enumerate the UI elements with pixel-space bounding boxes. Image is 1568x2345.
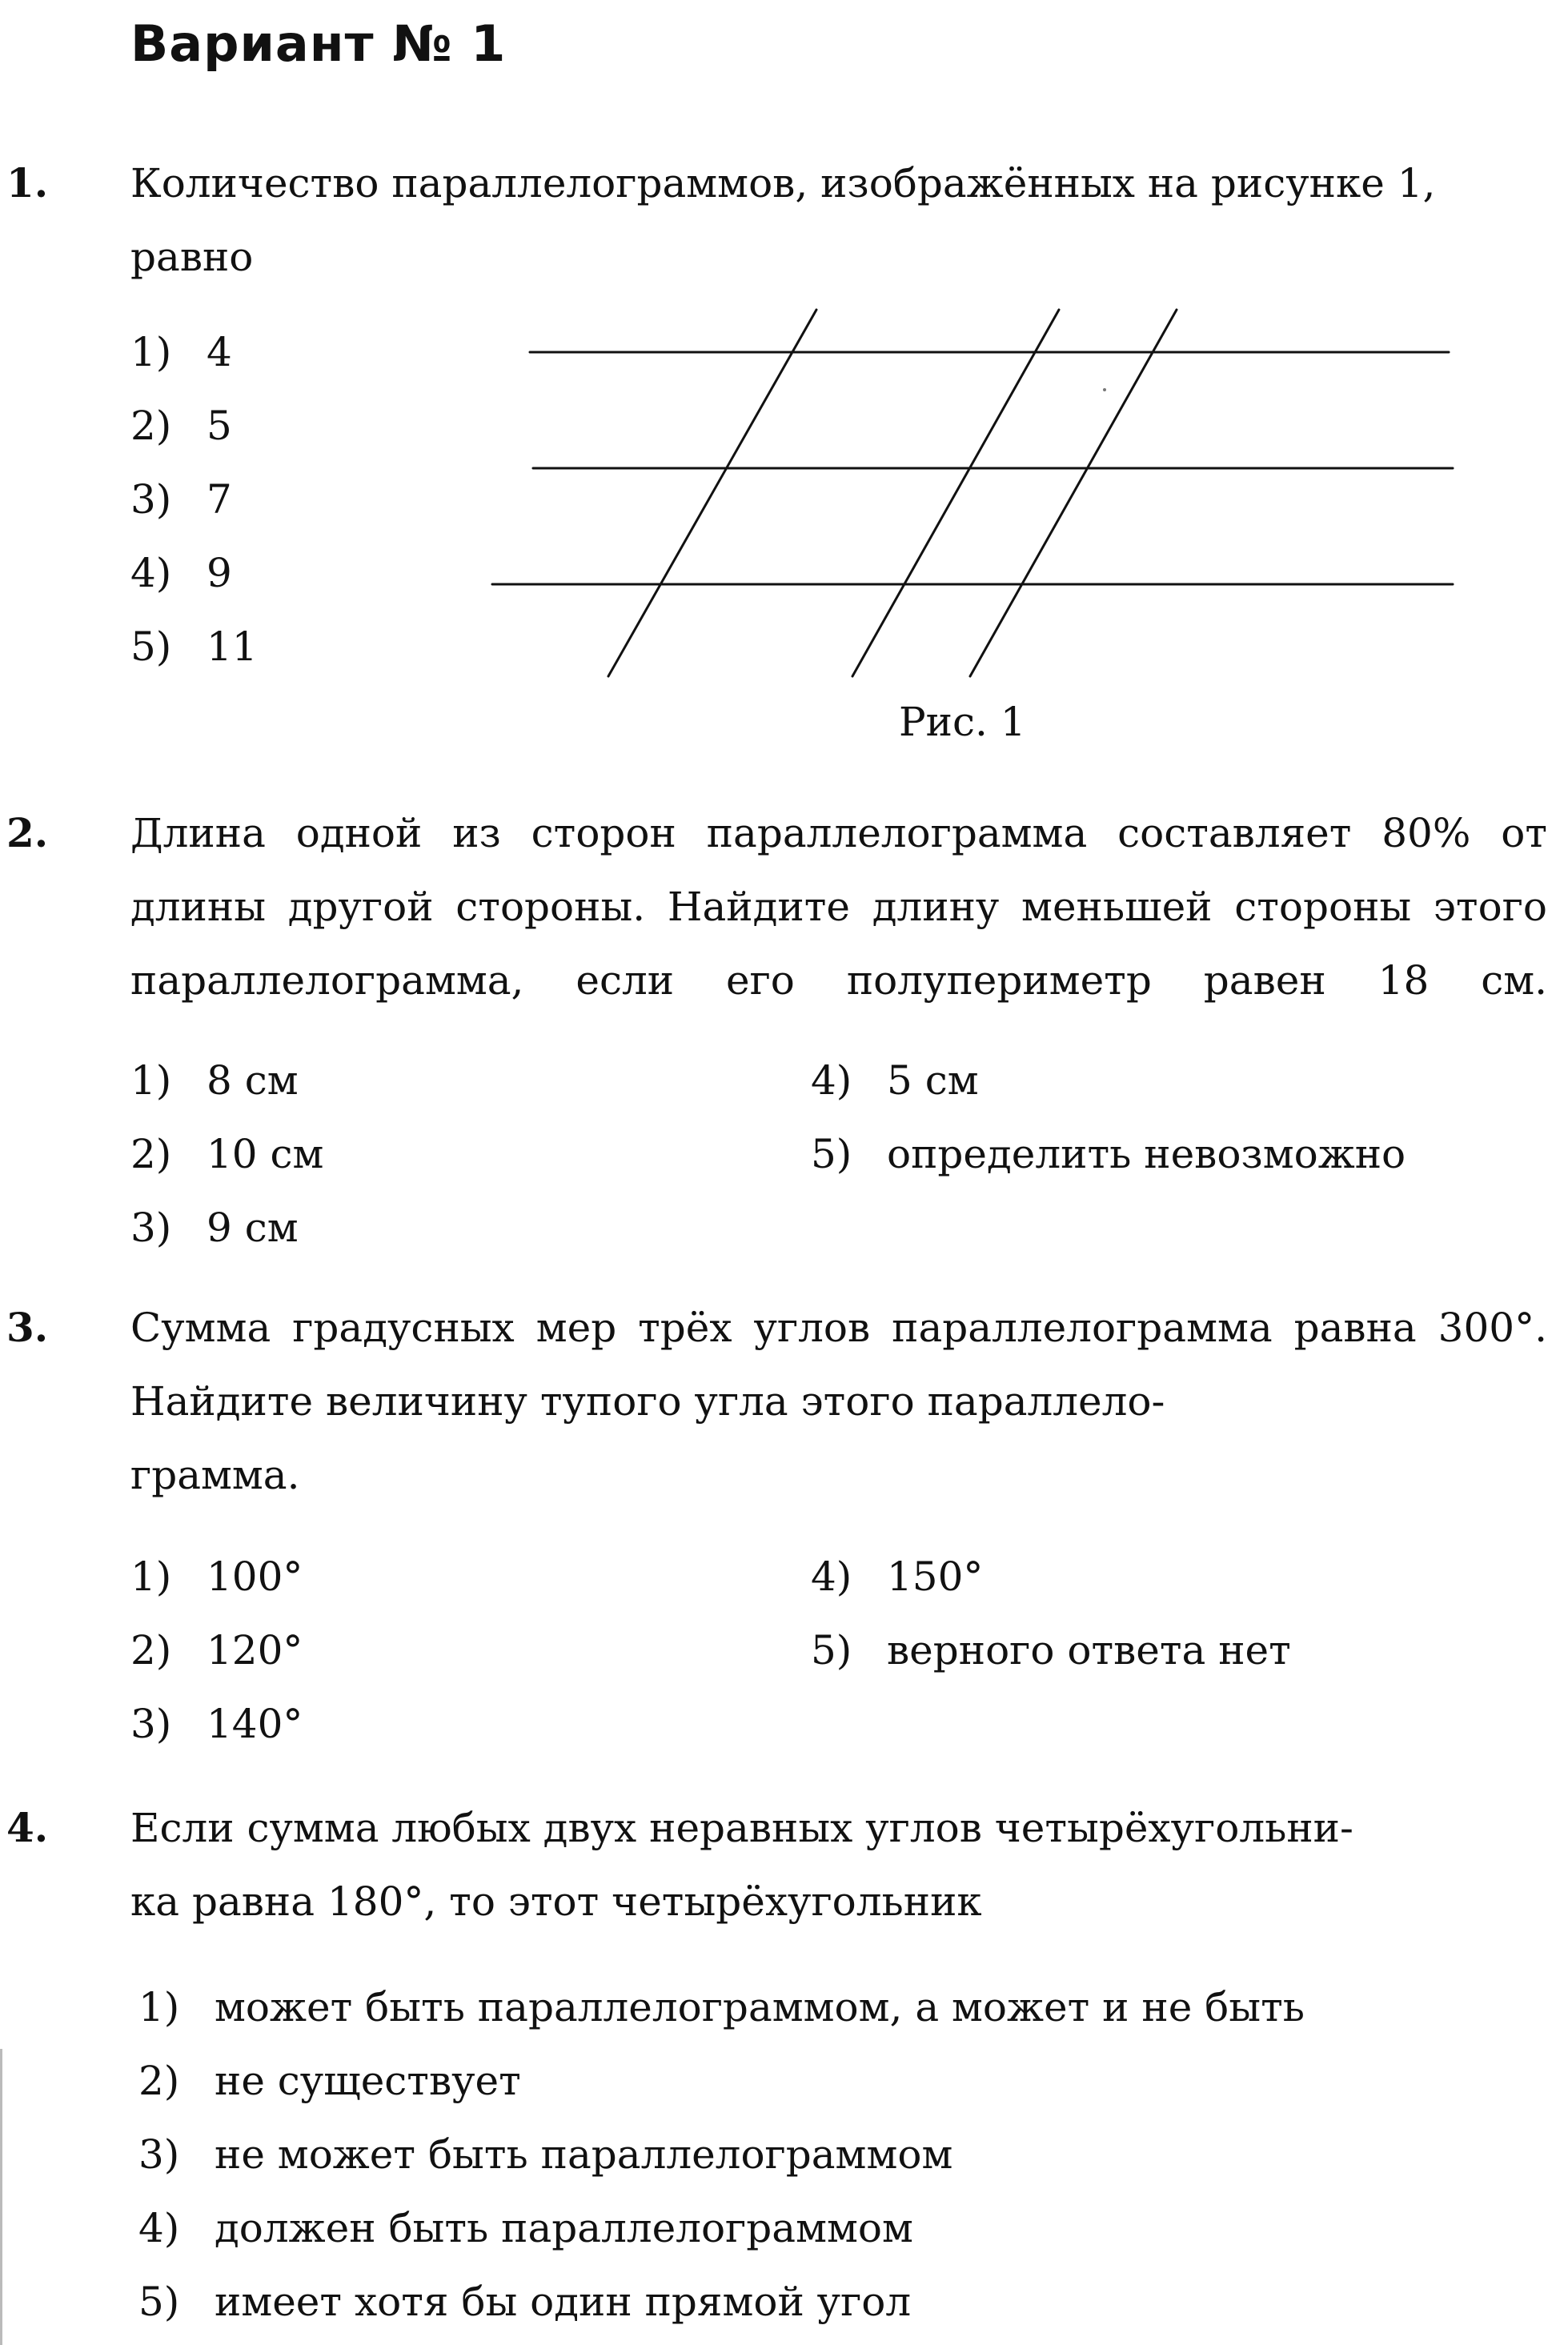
option-value: 150° bbox=[887, 1553, 984, 1600]
question-4-text-line: Если сумма любых двух неравных углов четырёхугольни- bbox=[130, 1805, 1353, 1851]
question-1-option-2[interactable] bbox=[130, 402, 232, 450]
option-number: 3) bbox=[130, 476, 172, 523]
option-value: 5 bbox=[207, 403, 232, 449]
option-number: 3) bbox=[130, 1205, 172, 1251]
option-number: 2) bbox=[130, 403, 172, 449]
question-4-text bbox=[130, 1791, 1547, 1938]
option-value: 100° bbox=[207, 1553, 303, 1600]
option-number: 3) bbox=[130, 1701, 172, 1747]
option-value: не существует bbox=[215, 2058, 521, 2104]
option-number: 2) bbox=[138, 2058, 180, 2104]
option-number: 5) bbox=[138, 2279, 180, 2325]
slanted-line-2 bbox=[852, 310, 1059, 676]
question-4-option-2[interactable] bbox=[138, 2057, 521, 2105]
question-3-text-lines: Сумма градусных мер трёх углов параллелограмма равна 300°. Найдите величину тупого угла этого параллело- bbox=[130, 1305, 1547, 1425]
option-value: 7 bbox=[207, 476, 232, 523]
option-number: 2) bbox=[130, 1131, 172, 1177]
option-number: 1) bbox=[130, 329, 172, 375]
question-3-option-3[interactable] bbox=[130, 1700, 303, 1748]
question-1-text-tail: равно bbox=[130, 234, 254, 280]
question-1-option-5[interactable] bbox=[130, 623, 258, 671]
option-number: 5) bbox=[130, 623, 172, 670]
option-number: 4) bbox=[811, 1057, 852, 1104]
question-3-option-4[interactable] bbox=[811, 1553, 983, 1601]
option-value: 11 bbox=[207, 623, 258, 670]
question-1-option-3[interactable] bbox=[130, 475, 232, 523]
question-4-text-tail: ка равна 180°, то этот четырёхугольник bbox=[130, 1878, 982, 1925]
scan-edge-mark bbox=[0, 2049, 2, 2345]
question-2-text: Длина одной из сторон параллелограмма составляет 80% от длины другой стороны. Найдите длину меньшей стороны этого параллелограмма, если его полупериметр равен 18 см. bbox=[130, 810, 1547, 1004]
option-number: 2) bbox=[130, 1627, 172, 1674]
question-2-option-4[interactable] bbox=[811, 1056, 979, 1104]
option-number: 1) bbox=[138, 1984, 180, 2030]
option-number: 5) bbox=[811, 1627, 852, 1674]
question-3-text-tail: грамма. bbox=[130, 1452, 300, 1498]
option-number: 4) bbox=[138, 2205, 180, 2251]
question-3-option-1[interactable] bbox=[130, 1553, 303, 1601]
question-1-number: 1. bbox=[6, 159, 49, 206]
question-4-option-1[interactable] bbox=[138, 1983, 1305, 2031]
question-4-option-3[interactable] bbox=[138, 2131, 952, 2179]
question-4-option-4[interactable] bbox=[138, 2204, 913, 2252]
option-number: 4) bbox=[130, 550, 172, 596]
stray-dot bbox=[1103, 388, 1106, 391]
figure-1-caption: Рис. 1 bbox=[899, 699, 1026, 745]
option-value: 10 см bbox=[207, 1131, 324, 1177]
option-value: верного ответа нет bbox=[887, 1627, 1291, 1674]
figure-1-parallel-lines bbox=[480, 300, 1465, 684]
question-3-text bbox=[130, 1291, 1547, 1512]
slanted-line-3 bbox=[970, 310, 1177, 676]
question-2-option-3[interactable] bbox=[130, 1204, 299, 1252]
question-2-option-1[interactable] bbox=[130, 1056, 299, 1104]
option-number: 4) bbox=[811, 1553, 852, 1600]
option-value: 4 bbox=[207, 329, 232, 375]
option-value: может быть параллелограммом, а может и не быть bbox=[215, 1984, 1305, 2030]
option-value: 9 см bbox=[207, 1205, 299, 1251]
option-value: 140° bbox=[207, 1701, 303, 1747]
option-value: 8 см bbox=[207, 1057, 299, 1104]
option-number: 3) bbox=[138, 2131, 180, 2178]
option-value: 120° bbox=[207, 1627, 303, 1674]
question-3-number: 3. bbox=[6, 1304, 49, 1351]
option-number: 5) bbox=[811, 1131, 852, 1177]
slanted-line-1 bbox=[608, 310, 816, 676]
question-1-text-line: Количество параллелограммов, изображённых на рисунке 1, bbox=[130, 160, 1436, 206]
option-number: 1) bbox=[130, 1553, 172, 1600]
question-3-option-2[interactable] bbox=[130, 1626, 303, 1674]
option-value: не может быть параллелограммом bbox=[215, 2131, 953, 2178]
question-4-number: 4. bbox=[6, 1804, 49, 1851]
question-2-option-5[interactable] bbox=[811, 1130, 1406, 1178]
question-1-option-1[interactable] bbox=[130, 328, 232, 376]
page-title: Вариант № 1 bbox=[130, 14, 507, 73]
option-value: определить невозможно bbox=[887, 1131, 1406, 1177]
question-2-option-2[interactable] bbox=[130, 1130, 323, 1178]
option-value: 9 bbox=[207, 550, 232, 596]
option-value: должен быть параллелограммом bbox=[215, 2205, 913, 2251]
option-value: 5 см bbox=[887, 1057, 979, 1104]
option-value: имеет хотя бы один прямой угол bbox=[215, 2279, 912, 2325]
question-2-number: 2. bbox=[6, 809, 49, 856]
question-3-option-5[interactable] bbox=[811, 1626, 1291, 1674]
question-1-text bbox=[130, 146, 1547, 294]
question-4-option-5[interactable] bbox=[138, 2278, 911, 2326]
option-number: 1) bbox=[130, 1057, 172, 1104]
question-1-option-4[interactable] bbox=[130, 549, 232, 597]
